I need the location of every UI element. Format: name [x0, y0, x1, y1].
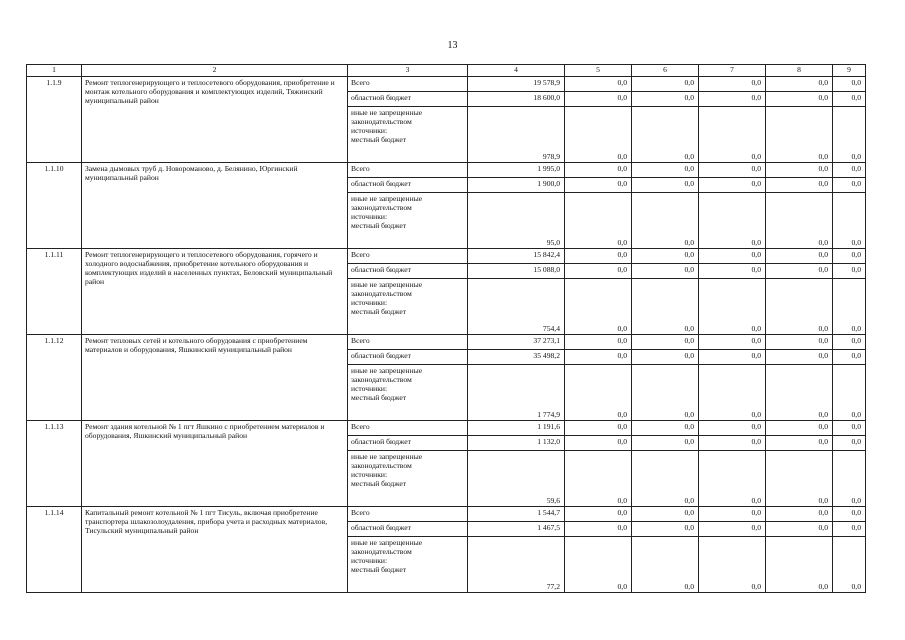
- column-number: 9: [833, 65, 866, 77]
- value-cell: 0,0: [766, 193, 833, 249]
- value-cell: 0,0: [833, 249, 866, 264]
- value-cell: 0,0: [766, 365, 833, 421]
- source-label-local: местный бюджет: [351, 307, 407, 316]
- value-cell: 0,0: [833, 264, 866, 279]
- source-label-line: источники:: [351, 126, 388, 135]
- value-cell: 0,0: [632, 365, 699, 421]
- value-cell: 0,0: [699, 350, 766, 365]
- source-label-total: Всего: [348, 507, 468, 522]
- column-number: 3: [348, 65, 468, 77]
- value-cell: 0,0: [565, 193, 632, 249]
- value-cell: 0,0: [632, 193, 699, 249]
- value-cell: 0,0: [833, 507, 866, 522]
- source-label-line: законодательством: [351, 375, 412, 384]
- source-label-total: Всего: [348, 77, 468, 92]
- value-cell: 0,0: [632, 264, 699, 279]
- value-cell: 0,0: [565, 279, 632, 335]
- value-cell: 0,0: [833, 163, 866, 178]
- value-cell: 0,0: [632, 279, 699, 335]
- column-number: 1: [27, 65, 82, 77]
- value-cell: 0,0: [699, 451, 766, 507]
- item-description: Ремонт теплогенерирующего и теплосетевого оборудования, горячего и холодного водоснабжения, приобретение котельного оборудования и комплектующих изделий в населенных пунктах, Беловский муниципальный район: [82, 249, 348, 335]
- value-cell: 0,0: [632, 178, 699, 193]
- value-cell: 0,0: [565, 365, 632, 421]
- source-label-line: законодательством: [351, 461, 412, 470]
- value-cell: 0,0: [766, 77, 833, 92]
- value-cell: 0,0: [833, 421, 866, 436]
- column-number: 7: [699, 65, 766, 77]
- source-label-regional: областной бюджет: [348, 350, 468, 365]
- source-label-line: законодательством: [351, 203, 412, 212]
- value-cell: 0,0: [565, 178, 632, 193]
- table-row: [27, 163, 866, 178]
- value-cell: 0,0: [632, 507, 699, 522]
- source-label-line: иные не запрещенные: [351, 452, 423, 461]
- source-label-line: законодательством: [351, 117, 412, 126]
- value-cell: 0,0: [833, 279, 866, 335]
- value-cell: 1 467,5: [468, 522, 565, 537]
- item-index: 1.1.12: [27, 335, 82, 421]
- source-label-line: источники:: [351, 556, 388, 565]
- column-number: 8: [766, 65, 833, 77]
- source-label-regional: областной бюджет: [348, 264, 468, 279]
- page-number: 13: [447, 40, 458, 51]
- value-cell: 15 842,4: [468, 249, 565, 264]
- value-cell: 0,0: [565, 77, 632, 92]
- value-cell: 0,0: [833, 365, 866, 421]
- value-cell: 0,0: [699, 522, 766, 537]
- item-index: 1.1.14: [27, 507, 82, 593]
- value-cell: 0,0: [565, 249, 632, 264]
- source-label-other: [348, 365, 468, 421]
- source-label-other: [348, 537, 468, 593]
- source-label-regional: областной бюджет: [348, 522, 468, 537]
- table-row: [27, 507, 866, 522]
- item-description: Капитальный ремонт котельной № 1 пгт Тисуль, включая приобретение транспортера шлакозолоудаления, прибора учета и расходных материалов, Тисульский муниципальный район: [82, 507, 348, 593]
- value-cell: 0,0: [632, 421, 699, 436]
- value-cell: 0,0: [766, 421, 833, 436]
- source-label-other: [348, 451, 468, 507]
- value-cell: 0,0: [766, 451, 833, 507]
- item-description: Ремонт тепловых сетей и котельного оборудования с приобретением материалов и оборудования, Яшкинский муниципальный район: [82, 335, 348, 421]
- value-cell: 0,0: [632, 163, 699, 178]
- source-label-other: [348, 107, 468, 163]
- source-label-regional: областной бюджет: [348, 92, 468, 107]
- value-cell: 0,0: [632, 537, 699, 593]
- value-cell: 59,6: [468, 451, 565, 507]
- item-index: 1.1.11: [27, 249, 82, 335]
- value-cell: 0,0: [632, 92, 699, 107]
- value-cell: 0,0: [565, 451, 632, 507]
- value-cell: 19 578,9: [468, 77, 565, 92]
- item-index: 1.1.9: [27, 77, 82, 163]
- source-label-total: Всего: [348, 421, 468, 436]
- source-label-line: источники:: [351, 212, 388, 221]
- value-cell: 0,0: [565, 163, 632, 178]
- value-cell: 0,0: [833, 77, 866, 92]
- value-cell: 0,0: [565, 264, 632, 279]
- value-cell: 0,0: [699, 507, 766, 522]
- value-cell: 35 498,2: [468, 350, 565, 365]
- value-cell: 0,0: [632, 249, 699, 264]
- table-body: [27, 65, 866, 593]
- value-cell: 0,0: [833, 178, 866, 193]
- value-cell: 0,0: [833, 522, 866, 537]
- source-label-local: местный бюджет: [351, 221, 407, 230]
- value-cell: 0,0: [699, 421, 766, 436]
- value-cell: 0,0: [699, 264, 766, 279]
- column-number: 2: [82, 65, 348, 77]
- item-description: Замена дымовых труб д. Новороманово, д. Белянино, Юргинский муниципальный район: [82, 163, 348, 249]
- value-cell: 0,0: [833, 107, 866, 163]
- value-cell: 95,0: [468, 193, 565, 249]
- value-cell: 0,0: [632, 451, 699, 507]
- source-label-local: местный бюджет: [351, 565, 407, 574]
- value-cell: 1 900,0: [468, 178, 565, 193]
- value-cell: 0,0: [833, 451, 866, 507]
- value-cell: 37 273,1: [468, 335, 565, 350]
- value-cell: 0,0: [632, 522, 699, 537]
- value-cell: 0,0: [699, 77, 766, 92]
- value-cell: 0,0: [766, 350, 833, 365]
- table-row: [27, 335, 866, 350]
- value-cell: 0,0: [699, 178, 766, 193]
- value-cell: 0,0: [699, 163, 766, 178]
- item-index: 1.1.13: [27, 421, 82, 507]
- source-label-regional: областной бюджет: [348, 436, 468, 451]
- value-cell: 18 600,0: [468, 92, 565, 107]
- value-cell: 0,0: [766, 335, 833, 350]
- value-cell: 0,0: [699, 193, 766, 249]
- source-label-line: иные не запрещенные: [351, 280, 423, 289]
- value-cell: 0,0: [833, 335, 866, 350]
- value-cell: 0,0: [766, 522, 833, 537]
- value-cell: 0,0: [565, 537, 632, 593]
- value-cell: 0,0: [766, 178, 833, 193]
- column-number-row: [27, 65, 866, 77]
- source-label-line: иные не запрещенные: [351, 366, 423, 375]
- value-cell: 0,0: [699, 249, 766, 264]
- value-cell: 0,0: [632, 350, 699, 365]
- value-cell: 0,0: [632, 77, 699, 92]
- value-cell: 0,0: [699, 279, 766, 335]
- value-cell: 0,0: [565, 107, 632, 163]
- value-cell: 0,0: [699, 92, 766, 107]
- source-label-line: иные не запрещенные: [351, 538, 423, 547]
- value-cell: 1 191,6: [468, 421, 565, 436]
- column-number: 6: [632, 65, 699, 77]
- value-cell: 0,0: [632, 335, 699, 350]
- value-cell: 0,0: [565, 436, 632, 451]
- item-index: 1.1.10: [27, 163, 82, 249]
- value-cell: 0,0: [632, 107, 699, 163]
- value-cell: 0,0: [565, 522, 632, 537]
- value-cell: 0,0: [833, 537, 866, 593]
- value-cell: 1 995,0: [468, 163, 565, 178]
- item-description: Ремонт здания котельной № 1 пгт Яшкино с приобретением материалов и оборудования, Яшкинский муниципальный район: [82, 421, 348, 507]
- value-cell: 0,0: [565, 335, 632, 350]
- source-label-line: законодательством: [351, 289, 412, 298]
- source-label-line: иные не запрещенные: [351, 194, 423, 203]
- column-number: 4: [468, 65, 565, 77]
- value-cell: 0,0: [699, 436, 766, 451]
- value-cell: 0,0: [766, 92, 833, 107]
- value-cell: 0,0: [833, 350, 866, 365]
- value-cell: 15 088,0: [468, 264, 565, 279]
- value-cell: 0,0: [699, 365, 766, 421]
- source-label-other: [348, 279, 468, 335]
- value-cell: 0,0: [699, 107, 766, 163]
- value-cell: 0,0: [766, 436, 833, 451]
- table-row: [27, 421, 866, 436]
- value-cell: 978,9: [468, 107, 565, 163]
- value-cell: 0,0: [766, 163, 833, 178]
- source-label-line: источники:: [351, 470, 388, 479]
- value-cell: 0,0: [833, 92, 866, 107]
- table-row: [27, 77, 866, 92]
- source-label-local: местный бюджет: [351, 135, 407, 144]
- value-cell: 0,0: [833, 193, 866, 249]
- source-label-total: Всего: [348, 249, 468, 264]
- value-cell: 0,0: [766, 107, 833, 163]
- source-label-line: источники:: [351, 384, 388, 393]
- budget-table: [26, 64, 866, 593]
- value-cell: 754,4: [468, 279, 565, 335]
- source-label-line: иные не запрещенные: [351, 108, 423, 117]
- value-cell: 77,2: [468, 537, 565, 593]
- value-cell: 0,0: [766, 507, 833, 522]
- item-description: Ремонт теплогенерирующего и теплосетевого оборудования, приобретение и монтаж котельного оборудования и комплектующих изделий, Тяжинский муниципальный район: [82, 77, 348, 163]
- value-cell: 1 544,7: [468, 507, 565, 522]
- value-cell: 0,0: [565, 350, 632, 365]
- value-cell: 0,0: [565, 507, 632, 522]
- value-cell: 1 774,9: [468, 365, 565, 421]
- value-cell: 0,0: [766, 279, 833, 335]
- value-cell: 0,0: [699, 335, 766, 350]
- source-label-regional: областной бюджет: [348, 178, 468, 193]
- value-cell: 0,0: [565, 421, 632, 436]
- value-cell: 0,0: [766, 537, 833, 593]
- value-cell: 0,0: [833, 436, 866, 451]
- source-label-total: Всего: [348, 163, 468, 178]
- table-row: [27, 249, 866, 264]
- source-label-line: законодательством: [351, 547, 412, 556]
- value-cell: 1 132,0: [468, 436, 565, 451]
- source-label-local: местный бюджет: [351, 393, 407, 402]
- source-label-other: [348, 193, 468, 249]
- value-cell: 0,0: [766, 264, 833, 279]
- value-cell: 0,0: [766, 249, 833, 264]
- source-label-local: местный бюджет: [351, 479, 407, 488]
- column-number: 5: [565, 65, 632, 77]
- source-label-line: источники:: [351, 298, 388, 307]
- value-cell: 0,0: [565, 92, 632, 107]
- value-cell: 0,0: [699, 537, 766, 593]
- source-label-total: Всего: [348, 335, 468, 350]
- value-cell: 0,0: [632, 436, 699, 451]
